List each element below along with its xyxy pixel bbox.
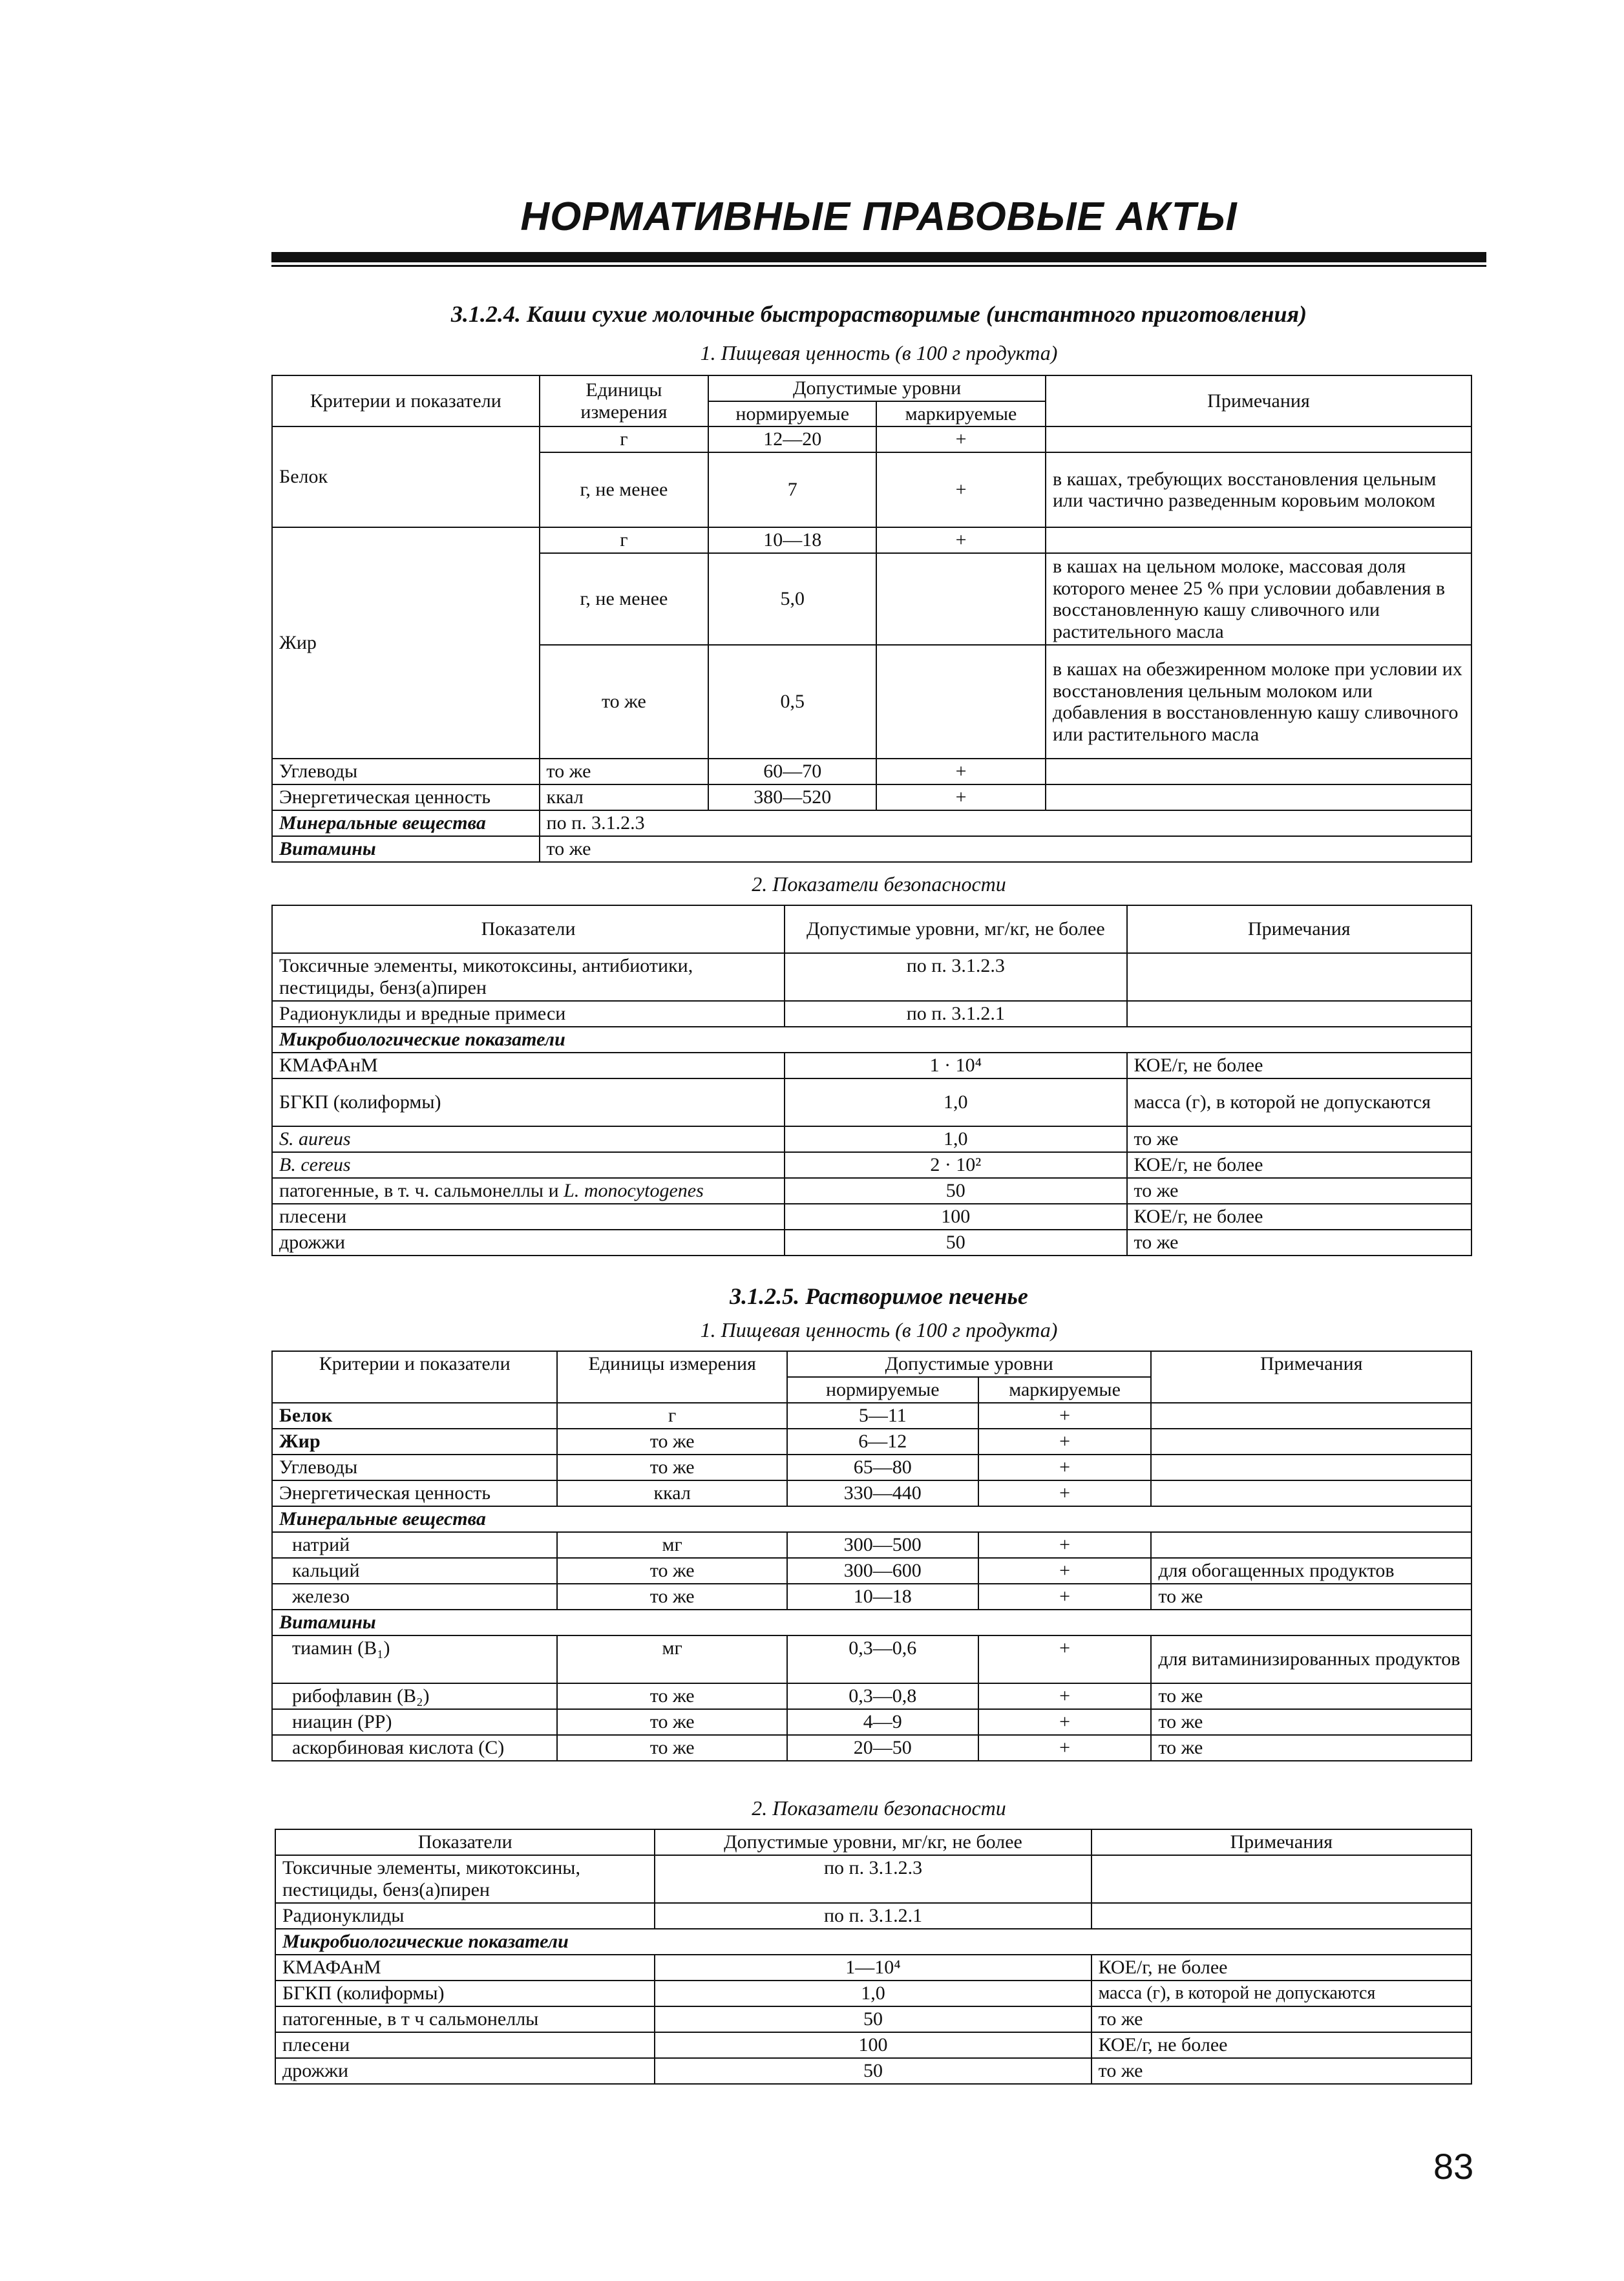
- mark-cell: +: [978, 1735, 1152, 1761]
- table-row: [272, 1204, 1471, 1230]
- table-row: [272, 1001, 1471, 1027]
- header-criteria: Критерии и показатели: [272, 1351, 557, 1403]
- row-label: Энергетическая ценность: [272, 784, 540, 810]
- note-cell: масса (г), в которой не допускаются: [1091, 1981, 1471, 2006]
- row-label: кальций: [272, 1558, 557, 1584]
- table-row: [272, 1230, 1471, 1256]
- norm-cell: 0,3—0,8: [787, 1683, 978, 1709]
- norm-cell: 300—500: [787, 1532, 978, 1558]
- row-label: аскорбиновая кислота (C): [272, 1735, 557, 1761]
- note-cell: [1151, 1532, 1471, 1558]
- row-label: Белок: [272, 1403, 557, 1429]
- note-cell: для витаминизированных продуктов: [1151, 1635, 1471, 1683]
- unit-cell: то же: [540, 759, 709, 784]
- norm-cell: 65—80: [787, 1455, 978, 1480]
- table-caption: 1. Пищевая ценность (в 100 г продукта): [700, 341, 1058, 364]
- header-notes: Примечания: [1046, 375, 1471, 426]
- mark-cell: +: [978, 1584, 1152, 1610]
- unit-cell: ккал: [540, 784, 709, 810]
- table-row: [272, 1027, 1471, 1053]
- note-cell: то же: [1151, 1584, 1471, 1610]
- mark-cell: +: [978, 1532, 1152, 1558]
- table-caption: 2. Показатели безопасности: [752, 872, 1006, 896]
- table-row: [272, 784, 1471, 810]
- note-cell: [1046, 426, 1471, 452]
- header-normed: нормируемые: [787, 1377, 978, 1403]
- row-label: БГКП (колиформы): [272, 1078, 785, 1126]
- table-row: [275, 1929, 1471, 1955]
- table-row: [272, 1735, 1471, 1761]
- value-cell: то же: [540, 836, 1471, 862]
- unit-cell: то же: [540, 645, 709, 759]
- note-cell: то же: [1151, 1735, 1471, 1761]
- row-label: КМАФАнМ: [275, 1955, 655, 1981]
- note-cell: [1046, 784, 1471, 810]
- table-row: [275, 1903, 1471, 1929]
- section-title: 3.1.2.4. Каши сухие молочные быстрорастворимые (инстантного приготовления): [450, 301, 1307, 327]
- note-cell: [1151, 1429, 1471, 1455]
- header-levels: Допустимые уровни: [708, 375, 1046, 401]
- note-cell: масса (г), в которой не допускаются: [1127, 1078, 1471, 1126]
- row-label: Витамины: [272, 836, 540, 862]
- group-label: Витамины: [272, 1610, 1471, 1635]
- note-cell: КОЕ/г, не более: [1127, 1204, 1471, 1230]
- row-label: дрожжи: [275, 2058, 655, 2084]
- row-label: Энергетическая ценность: [272, 1480, 557, 1506]
- note-cell: [1091, 1903, 1471, 1929]
- header-indicators: Показатели: [272, 905, 785, 953]
- row-label: Токсичные элементы, микотоксины, антибиотики, пестициды, бенз(а)пирен: [272, 953, 785, 1001]
- table-row: [272, 1429, 1471, 1455]
- norm-cell: 380—520: [708, 784, 876, 810]
- unit-cell: то же: [557, 1683, 786, 1709]
- mark-cell: +: [978, 1455, 1152, 1480]
- section-title: 3.1.2.5. Растворимое печенье: [730, 1283, 1028, 1309]
- mark-cell: +: [978, 1480, 1152, 1506]
- unit-cell: то же: [557, 1455, 786, 1480]
- page-number: 83: [1433, 2146, 1474, 2187]
- note-cell: КОЕ/г, не более: [1127, 1152, 1471, 1178]
- norm-cell: 10—18: [787, 1584, 978, 1610]
- norm-cell: 60—70: [708, 759, 876, 784]
- table-row: [272, 1610, 1471, 1635]
- note-cell: КОЕ/г, не более: [1091, 1955, 1471, 1981]
- table-row: [272, 836, 1471, 862]
- unit-cell: мг: [557, 1635, 786, 1683]
- norm-cell: 330—440: [787, 1480, 978, 1506]
- group-label: Микробиологические показатели: [272, 1027, 1471, 1053]
- table-row: [275, 1981, 1471, 2006]
- note-cell: [1127, 953, 1471, 1001]
- norm-cell: 20—50: [787, 1735, 978, 1761]
- table-row: [272, 1532, 1471, 1558]
- unit-cell: г, не менее: [540, 452, 709, 527]
- mark-cell: [876, 645, 1046, 759]
- value-cell: по п. 3.1.2.3: [540, 810, 1471, 836]
- table-caption: 1. Пищевая ценность (в 100 г продукта): [700, 1318, 1058, 1341]
- note-cell: для обогащенных продуктов: [1151, 1558, 1471, 1584]
- level-cell: 50: [785, 1230, 1126, 1256]
- row-label: железо: [272, 1584, 557, 1610]
- unit-cell: г: [557, 1403, 786, 1429]
- level-cell: 1,0: [785, 1078, 1126, 1126]
- table-row: [272, 1126, 1471, 1152]
- mark-cell: +: [978, 1635, 1152, 1683]
- nutrition-table: [271, 1351, 1472, 1761]
- note-cell: то же: [1127, 1178, 1471, 1204]
- norm-cell: 5—11: [787, 1403, 978, 1429]
- group-label: Минеральные вещества: [272, 1506, 1471, 1532]
- header-levels: Допустимые уровни: [787, 1351, 1152, 1377]
- level-cell: по п. 3.1.2.1: [785, 1001, 1126, 1027]
- norm-cell: 300—600: [787, 1558, 978, 1584]
- norm-cell: 4—9: [787, 1709, 978, 1735]
- mark-cell: +: [978, 1558, 1152, 1584]
- header-notes: Примечания: [1151, 1351, 1471, 1403]
- table-row: [272, 426, 1471, 452]
- row-label: Радионуклиды: [275, 1903, 655, 1929]
- note-cell: [1151, 1455, 1471, 1480]
- unit-cell: то же: [557, 1429, 786, 1455]
- norm-cell: 0,3—0,6: [787, 1635, 978, 1683]
- row-label: Белок: [272, 426, 540, 527]
- table-row: [272, 1053, 1471, 1078]
- norm-cell: 6—12: [787, 1429, 978, 1455]
- safety-table: [271, 905, 1472, 1256]
- table-row: [272, 1078, 1471, 1126]
- note-cell: то же: [1127, 1230, 1471, 1256]
- page-header-title: НОРМАТИВНЫЕ ПРАВОВЫЕ АКТЫ: [520, 194, 1238, 239]
- row-label: S. aureus: [272, 1126, 785, 1152]
- table-caption: 2. Показатели безопасности: [752, 1796, 1006, 1820]
- unit-cell: г: [540, 426, 709, 452]
- note-cell: в кашах на цельном молоке, массовая доля которого менее 25 % при условии добавления в восстановленную кашу сливочного или растительного масла: [1046, 553, 1471, 645]
- mark-cell: +: [978, 1709, 1152, 1735]
- row-label: Жир: [272, 1429, 557, 1455]
- header-levels: Допустимые уровни, мг/кг, не более: [785, 905, 1126, 953]
- unit-cell: то же: [557, 1735, 786, 1761]
- note-cell: то же: [1091, 2006, 1471, 2032]
- level-cell: 1 · 10⁴: [785, 1053, 1126, 1078]
- row-label: тиамин (B₁): [272, 1635, 557, 1683]
- level-cell: 50: [655, 2058, 1091, 2084]
- mark-cell: +: [876, 452, 1046, 527]
- table-row: [275, 2058, 1471, 2084]
- level-cell: по п. 3.1.2.3: [655, 1855, 1091, 1903]
- unit-cell: мг: [557, 1532, 786, 1558]
- note-cell: то же: [1127, 1126, 1471, 1152]
- table-row: [272, 1683, 1471, 1709]
- norm-cell: 5,0: [708, 553, 876, 645]
- header-notes: Примечания: [1127, 905, 1471, 953]
- table-row: [272, 1152, 1471, 1178]
- header-rule: [271, 252, 1486, 262]
- note-cell: КОЕ/г, не более: [1091, 2032, 1471, 2058]
- note-cell: [1127, 1001, 1471, 1027]
- mark-cell: +: [978, 1683, 1152, 1709]
- note-cell: то же: [1091, 2058, 1471, 2084]
- row-label: B. cereus: [272, 1152, 785, 1178]
- unit-cell: ккал: [557, 1480, 786, 1506]
- header-criteria: Критерии и показатели: [272, 375, 540, 426]
- row-label: плесени: [272, 1204, 785, 1230]
- header-rule-thin: [271, 265, 1486, 267]
- table-row: [275, 2032, 1471, 2058]
- row-label: патогенные, в т ч сальмонеллы: [275, 2006, 655, 2032]
- row-label: Углеводы: [272, 759, 540, 784]
- note-cell: то же: [1151, 1709, 1471, 1735]
- table-row: [272, 1455, 1471, 1480]
- table-row: [272, 1635, 1471, 1683]
- table-row: [272, 810, 1471, 836]
- note-cell: [1091, 1855, 1471, 1903]
- mark-cell: +: [876, 759, 1046, 784]
- mark-cell: [876, 553, 1046, 645]
- mark-cell: +: [876, 426, 1046, 452]
- table-row: [272, 759, 1471, 784]
- note-cell: в кашах на обезжиренном молоке при условии их восстановления цельным молоком или добавления в восстановленную кашу сливочного или растительного масла: [1046, 645, 1471, 759]
- row-label: Радионуклиды и вредные примеси: [272, 1001, 785, 1027]
- table-row: [275, 1855, 1471, 1903]
- header-marked: маркируемые: [876, 401, 1046, 427]
- level-cell: 1,0: [785, 1126, 1126, 1152]
- row-label: Углеводы: [272, 1455, 557, 1480]
- header-notes: Примечания: [1091, 1829, 1471, 1855]
- header-units: Единицы измерения: [557, 1351, 786, 1403]
- note-cell: в кашах, требующих восстановления цельным или частично разведенным коровьим молоком: [1046, 452, 1471, 527]
- header-normed: нормируемые: [708, 401, 876, 427]
- row-label: [272, 1178, 785, 1204]
- row-label: Жир: [272, 527, 540, 759]
- level-cell: 50: [785, 1178, 1126, 1204]
- note-cell: [1151, 1403, 1471, 1429]
- note-cell: КОЕ/г, не более: [1127, 1053, 1471, 1078]
- norm-cell: 0,5: [708, 645, 876, 759]
- level-cell: 100: [785, 1204, 1126, 1230]
- nutrition-table: [271, 375, 1472, 863]
- table-row: [275, 1955, 1471, 1981]
- row-label: ниацин (PP): [272, 1709, 557, 1735]
- row-label: Минеральные вещества: [272, 810, 540, 836]
- row-label: натрий: [272, 1532, 557, 1558]
- row-label: рибофлавин (B₂): [272, 1683, 557, 1709]
- note-cell: то же: [1151, 1683, 1471, 1709]
- level-cell: 2 · 10²: [785, 1152, 1126, 1178]
- unit-cell: г, не менее: [540, 553, 709, 645]
- note-cell: [1046, 759, 1471, 784]
- level-cell: по п. 3.1.2.1: [655, 1903, 1091, 1929]
- level-cell: 100: [655, 2032, 1091, 2058]
- table-row: [272, 1506, 1471, 1532]
- mark-cell: +: [978, 1403, 1152, 1429]
- note-cell: [1151, 1480, 1471, 1506]
- mark-cell: +: [876, 784, 1046, 810]
- header-units: Единицы измерения: [540, 375, 709, 426]
- unit-cell: г: [540, 527, 709, 553]
- row-label: плесени: [275, 2032, 655, 2058]
- header-marked: маркируемые: [978, 1377, 1152, 1403]
- unit-cell: то же: [557, 1584, 786, 1610]
- unit-cell: то же: [557, 1709, 786, 1735]
- safety-table: [275, 1829, 1472, 2085]
- level-cell: 1,0: [655, 1981, 1091, 2006]
- norm-cell: 7: [708, 452, 876, 527]
- note-cell: [1046, 527, 1471, 553]
- mark-cell: +: [876, 527, 1046, 553]
- row-label-text: патогенные, в т. ч. сальмонеллы и: [279, 1180, 564, 1202]
- norm-cell: 10—18: [708, 527, 876, 553]
- table-row: [272, 1178, 1471, 1204]
- table-row: [272, 1584, 1471, 1610]
- norm-cell: 12—20: [708, 426, 876, 452]
- table-row: [272, 1709, 1471, 1735]
- table-row: [272, 527, 1471, 553]
- level-cell: по п. 3.1.2.3: [785, 953, 1126, 1001]
- level-cell: 50: [655, 2006, 1091, 2032]
- table-row: [272, 953, 1471, 1001]
- mark-cell: +: [978, 1429, 1152, 1455]
- table-row: [275, 2006, 1471, 2032]
- header-indicators: Показатели: [275, 1829, 655, 1855]
- table-row: [272, 1558, 1471, 1584]
- row-label: Токсичные элементы, микотоксины, пестициды, бенз(а)пирен: [275, 1855, 655, 1903]
- table-row: [272, 1403, 1471, 1429]
- row-label: БГКП (колиформы): [275, 1981, 655, 2006]
- row-label: КМАФАнМ: [272, 1053, 785, 1078]
- level-cell: 1—10⁴: [655, 1955, 1091, 1981]
- header-levels: Допустимые уровни, мг/кг, не более: [655, 1829, 1091, 1855]
- unit-cell: то же: [557, 1558, 786, 1584]
- row-label-species: L. monocytogenes: [564, 1180, 704, 1202]
- table-row: [272, 1480, 1471, 1506]
- group-label: Микробиологические показатели: [275, 1929, 1471, 1955]
- row-label: дрожжи: [272, 1230, 785, 1256]
